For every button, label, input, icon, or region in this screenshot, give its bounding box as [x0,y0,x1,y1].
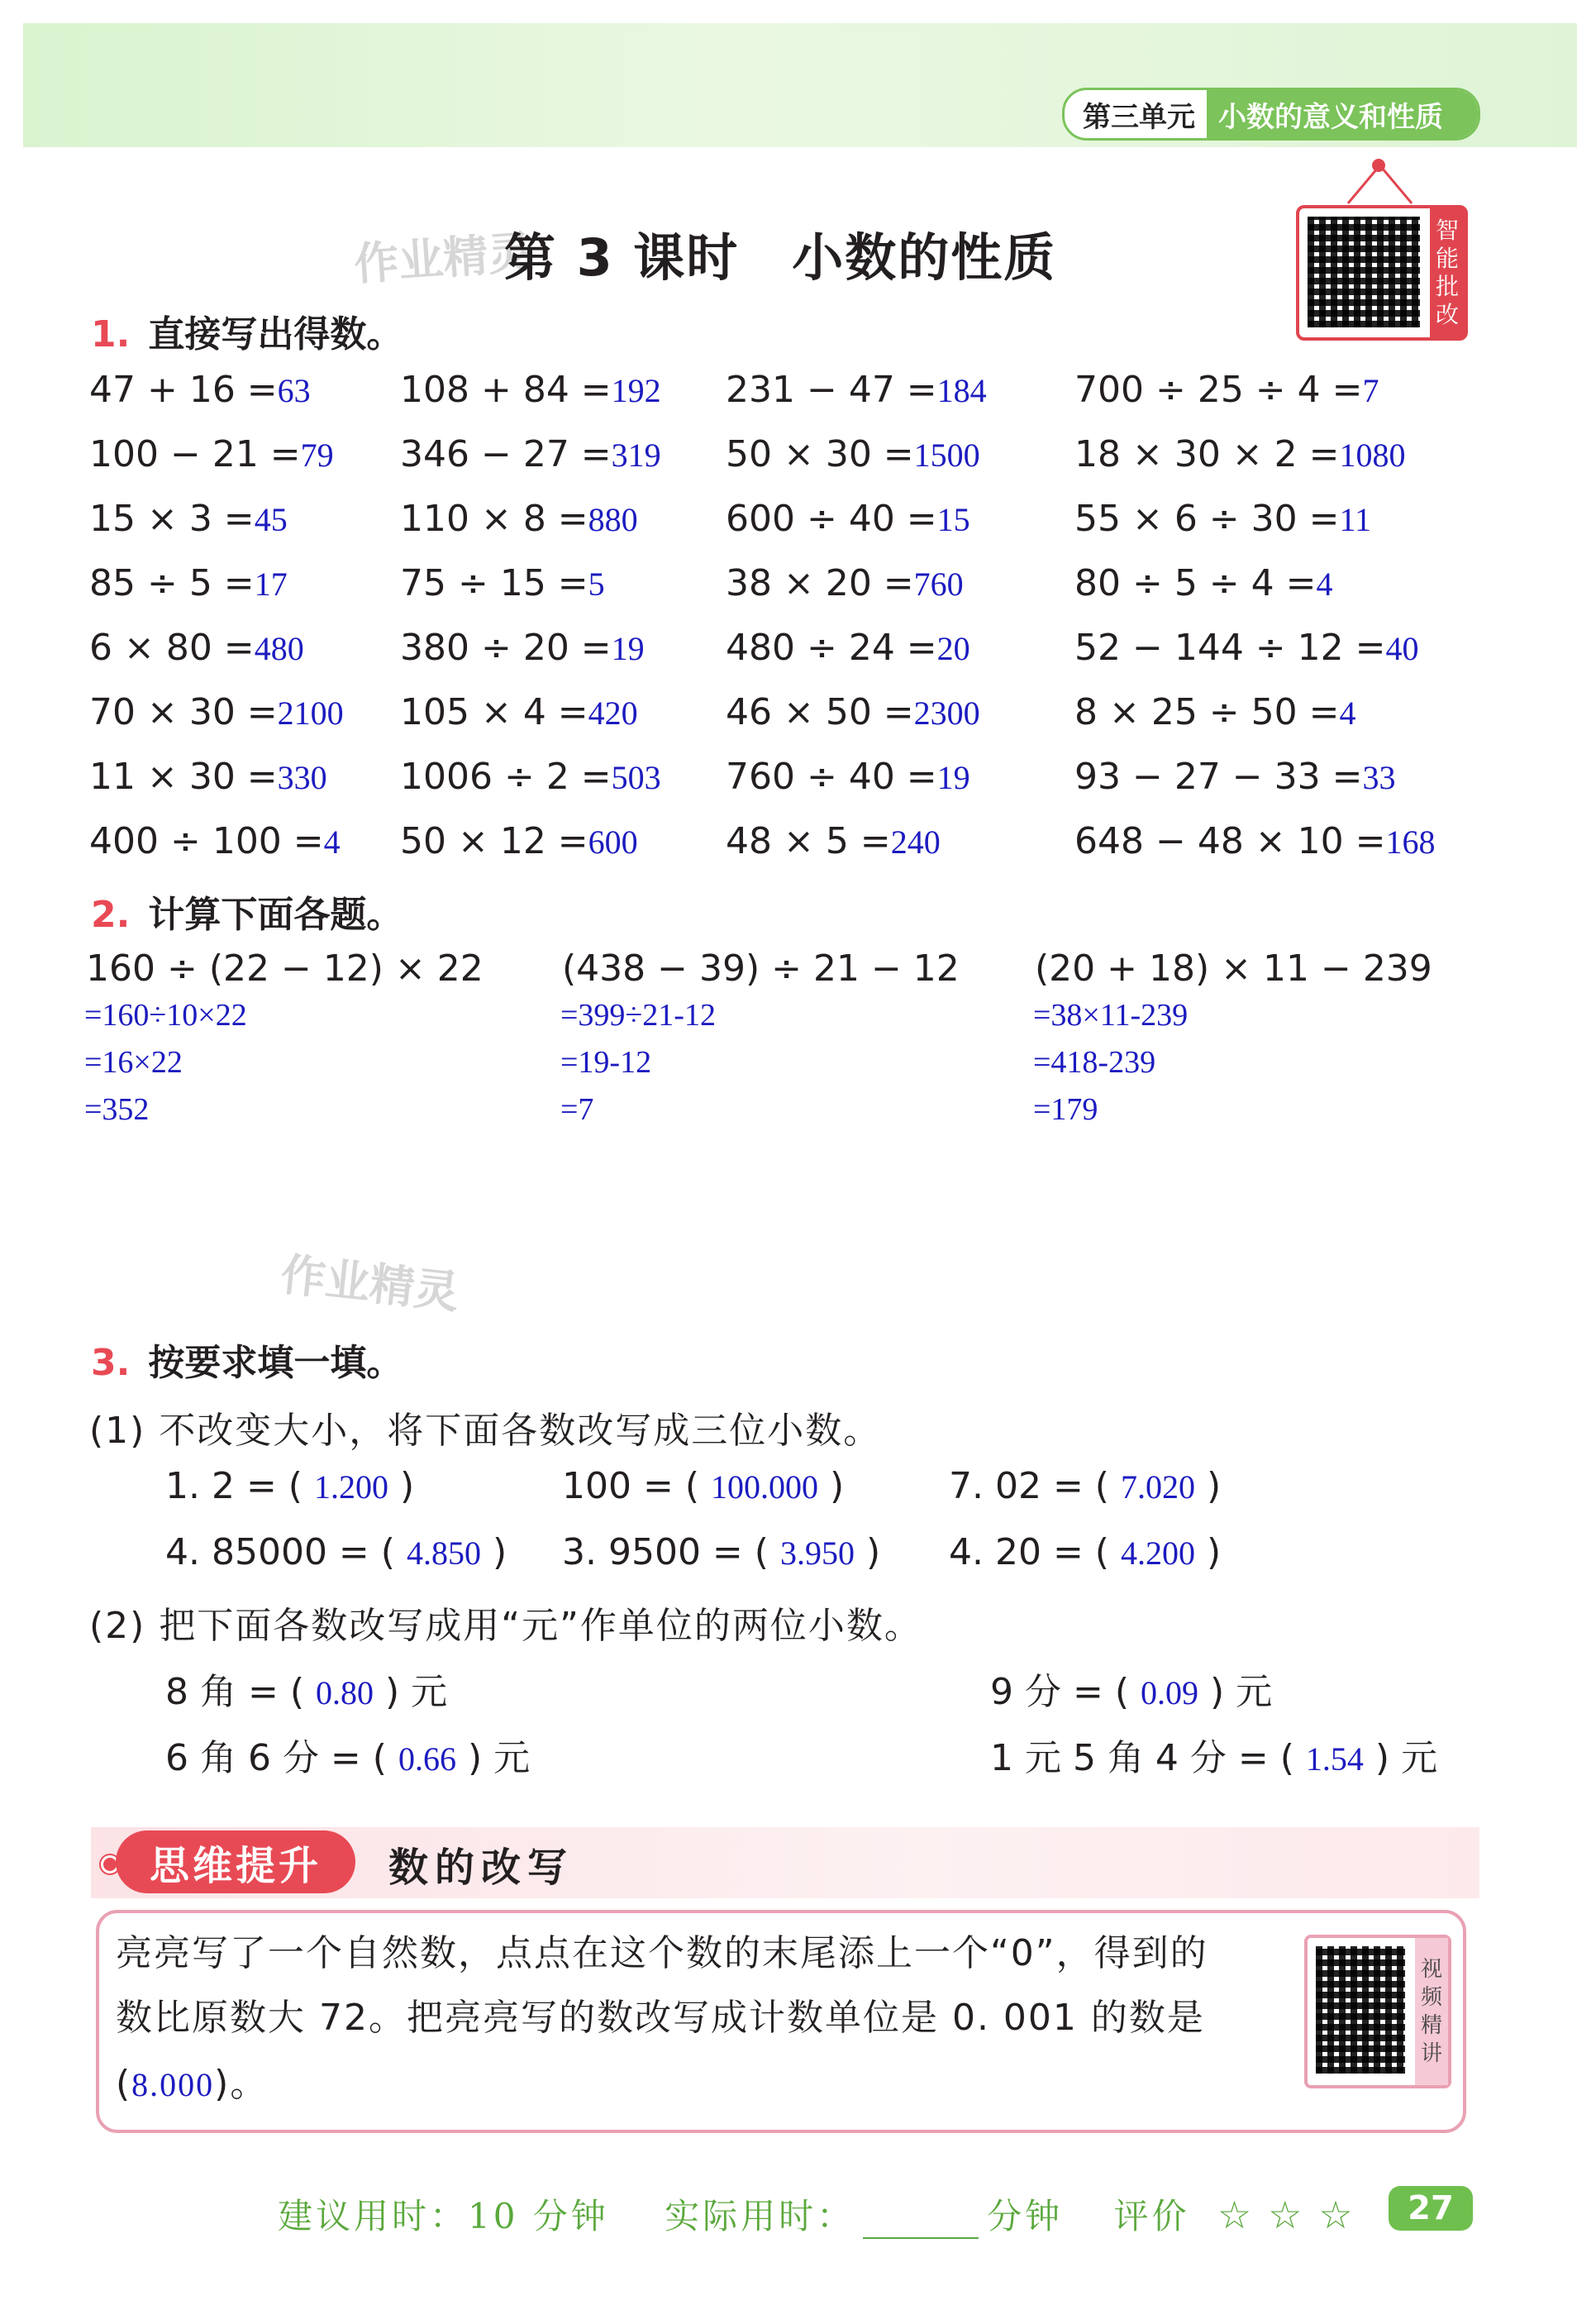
fill-answer: 4.850 [406,1534,481,1572]
math-item [1074,627,1419,669]
section2-heading [91,885,403,938]
qr-hanger-string [1379,165,1413,204]
math-answer: 79 [300,437,334,474]
fill-close: ) [1206,1531,1222,1573]
math-question: 75 ÷ 15 = [400,562,588,604]
math-item [89,691,344,733]
qr-code-icon [1308,217,1420,327]
math-answer: 503 [611,759,661,796]
math-answer: 184 [936,372,987,409]
fill-item [165,1465,414,1507]
fill-close: ) [492,1531,507,1573]
math-item [1074,820,1436,862]
qr-side-label [1430,208,1465,337]
math-question: 346 − 27 = [400,433,612,475]
paren-open: ( [116,2063,132,2105]
section-title: 按要求填一填。 [148,1342,403,1384]
qr-label-char: 能 [1435,245,1459,272]
math-answer: 17 [254,566,288,603]
math-answer: 4 [1339,694,1356,732]
suggested-time: 建议用时：10 分钟 [278,2196,609,2236]
problem-expression: 160 ÷ (22 − 12) × 22 [86,947,484,990]
section-number: 1. [91,313,131,356]
fill-item [165,1531,507,1573]
fill-question: 100 = ( [562,1465,699,1507]
math-question: 480 ÷ 24 = [726,627,937,669]
section1-heading [91,304,403,357]
section-title: 计算下面各题。 [148,894,403,936]
math-item [89,369,311,411]
math-item [726,433,980,475]
math-item [89,562,288,604]
math-question: 18 × 30 × 2 = [1074,433,1340,475]
section-number: 2. [91,894,131,936]
section3-heading [91,1333,403,1386]
math-answer: 5 [588,566,605,603]
math-item [400,691,638,733]
math-question: 110 × 8 = [400,498,588,540]
unit-number: 第三单元 [1083,101,1195,133]
math-answer: 480 [254,630,304,667]
watermark: 作业精灵 [352,226,535,291]
qr-label-char: 批 [1435,273,1459,300]
fill-item [165,1662,447,1715]
math-question: 108 + 84 = [400,369,612,411]
math-answer: 19 [611,630,645,667]
page-number: 27 [1389,2186,1473,2231]
section-title: 直接写出得数。 [148,313,403,356]
math-question: 600 ÷ 40 = [726,498,937,540]
fill-question: 1. 2 = ( [165,1465,303,1507]
math-question: 380 ÷ 20 = [400,627,612,669]
fill-question: 8 角 = ( [165,1671,304,1713]
fill-answer: 7.020 [1120,1468,1195,1506]
fill-close: ) 元 [1210,1671,1273,1713]
math-answer: 33 [1362,759,1396,796]
math-item [89,820,341,862]
math-answer: 760 [913,566,964,603]
math-answer: 11 [1339,501,1372,538]
fill-close: ) 元 [385,1671,448,1713]
unit-title: 小数的意义和性质 [1207,90,1478,138]
thinking-answer-line [116,2054,268,2107]
qr-label-char: 智 [1435,217,1459,244]
math-answer: 19 [936,759,970,796]
math-question: 8 × 25 ÷ 50 = [1074,691,1340,733]
math-question: 760 ÷ 40 = [726,756,937,798]
math-question: 55 × 6 ÷ 30 = [1074,498,1340,540]
math-answer: 15 [936,501,970,538]
thinking-line1: 亮亮写了一个自然数，点点在这个数的末尾添上一个“0”，得到的 [116,1932,1208,1974]
thinking-label: 思维提升 [116,1830,355,1893]
problem-expression: (438 − 39) ÷ 21 − 12 [562,947,960,990]
qr-hanger-string [1347,165,1381,204]
math-question: 648 − 48 × 10 = [1074,820,1386,862]
math-item [726,756,970,798]
math-question: 70 × 30 = [89,691,278,733]
solution-step: =399÷21-12 [560,998,716,1033]
fill-item [990,1662,1272,1715]
solution-step: =7 [560,1092,594,1127]
math-item [400,756,661,798]
math-question: 50 × 30 = [726,433,914,475]
solution-step: =418-239 [1033,1045,1156,1080]
lesson-title: 第 3 课时 小数的性质 [504,227,1057,288]
math-answer: 192 [611,372,661,409]
math-item [400,820,638,862]
math-answer: 1500 [913,437,980,474]
math-answer: 20 [936,630,970,667]
section-number: 3. [91,1342,131,1384]
math-item [726,820,941,862]
math-item [1074,691,1356,733]
math-item [400,627,645,669]
math-item [1074,498,1371,540]
math-answer: 2100 [277,694,344,732]
fill-item [562,1465,844,1507]
fill-close: ) [830,1465,845,1507]
math-question: 47 + 16 = [89,369,278,411]
math-answer: 4 [1316,566,1333,603]
math-answer: 420 [588,694,638,732]
fill-question: 7. 02 = ( [949,1465,1109,1507]
math-item [89,627,304,669]
solution-step: =16×22 [84,1045,183,1080]
math-answer: 63 [277,372,311,409]
qr-label-char: 频 [1420,1985,1442,2010]
math-answer: 240 [890,823,941,861]
solution-step: =179 [1033,1092,1098,1127]
fill-item [165,1728,530,1781]
math-answer: 600 [588,823,638,861]
fill-answer: 4.200 [1120,1534,1195,1572]
fill-item [949,1531,1221,1573]
math-answer: 168 [1385,823,1436,861]
math-item [1074,369,1379,411]
math-answer: 40 [1385,630,1419,667]
math-item [89,756,327,798]
rating-label: 评价 [1113,2196,1190,2236]
math-item [89,498,288,540]
math-item [89,433,334,475]
fill-item [949,1465,1221,1507]
fill-answer: 0.80 [316,1674,374,1711]
qr-label-char: 视 [1420,1957,1442,1982]
math-question: 48 × 5 = [726,820,891,862]
qr-side-label [1415,1938,1448,2085]
fill-close: ) 元 [1374,1737,1438,1779]
math-answer: 45 [254,501,288,538]
math-question: 400 ÷ 100 = [89,820,324,862]
watermark: 作业精灵 [278,1248,462,1320]
math-answer: 7 [1362,372,1379,409]
fill-close: ) [1206,1465,1222,1507]
math-question: 80 ÷ 5 ÷ 4 = [1074,562,1317,604]
math-item [400,369,661,411]
qr-code-grading[interactable] [1296,205,1468,341]
fill-answer: 0.66 [398,1740,456,1778]
qr-code-video[interactable] [1304,1935,1451,2088]
star-icon[interactable]: ☆ [1217,2193,1255,2237]
math-question: 52 − 144 ÷ 12 = [1074,627,1386,669]
math-item [1074,433,1406,475]
math-item [400,433,661,475]
math-question: 231 − 47 = [726,369,937,411]
star-icon[interactable]: ☆ [1268,2193,1306,2237]
math-question: 6 × 80 = [89,627,255,669]
fill-answer: 100.000 [711,1468,818,1506]
fill-answer: 0.09 [1141,1674,1198,1711]
math-question: 85 ÷ 5 = [89,562,255,604]
math-question: 50 × 12 = [400,820,588,862]
fill-question: 9 分 = ( [990,1671,1129,1713]
thinking-line2: 数比原数大 72。把亮亮写的数改写成计数单位是 0. 001 的数是 [116,1997,1205,2039]
solution-step: =38×11-239 [1033,998,1189,1033]
math-question: 700 ÷ 25 ÷ 4 = [1074,369,1363,411]
math-answer: 4 [323,823,341,861]
footer-timing [278,2189,1356,2239]
solution-step: =352 [84,1092,150,1127]
fill-close: ) [865,1531,881,1573]
unit-tag [1062,88,1480,141]
part1-instruction: (1) 不改变大小，将下面各数改写成三位小数。 [89,1410,882,1452]
fill-question: 6 角 6 分 = ( [165,1737,387,1779]
math-question: 105 × 4 = [400,691,588,733]
qr-code-icon [1316,1946,1405,2074]
star-icon[interactable]: ☆ [1318,2193,1356,2237]
math-question: 15 × 3 = [89,498,255,540]
fill-answer: 1.54 [1305,1740,1364,1778]
fill-question: 4. 85000 = ( [165,1531,395,1573]
math-item [726,627,970,669]
thinking-answer: 8.000 [131,2066,215,2103]
qr-label-char: 改 [1435,301,1459,328]
math-question: 1006 ÷ 2 = [400,756,612,798]
solution-step: =160÷10×22 [84,998,247,1033]
fill-answer: 3.950 [779,1534,855,1572]
math-question: 11 × 30 = [89,756,278,798]
qr-label-char: 讲 [1420,2041,1442,2066]
math-item [400,562,605,604]
math-answer: 880 [588,501,638,538]
fill-answer: 1.200 [313,1468,388,1506]
fill-question: 4. 20 = ( [949,1531,1109,1573]
fill-item [562,1531,880,1573]
math-item [726,498,970,540]
part2-instruction: (2) 把下面各数改写成用“元”作单位的两位小数。 [89,1605,922,1647]
actual-time-label: 实际用时： [665,2196,855,2236]
math-item [1074,756,1396,798]
actual-time-blank[interactable] [863,2207,979,2239]
math-answer: 319 [611,437,661,474]
math-item [726,562,964,604]
math-question: 46 × 50 = [726,691,914,733]
math-question: 100 − 21 = [89,433,301,475]
thinking-topic: 数的改写 [388,1845,574,1891]
fill-question: 1 元 5 角 4 分 = ( [990,1737,1294,1779]
qr-label-char: 精 [1420,2013,1442,2038]
math-answer: 330 [277,759,327,796]
solution-step: =19-12 [560,1045,652,1080]
paren-close: )。 [214,2063,269,2105]
math-item [1074,562,1333,604]
fill-question: 3. 9500 = ( [562,1531,769,1573]
fill-item [990,1728,1437,1781]
math-answer: 2300 [913,694,980,732]
math-item [726,691,980,733]
math-item [400,498,638,540]
fill-close: ) [399,1465,415,1507]
math-answer: 1080 [1339,437,1406,474]
minutes-unit: 分钟 [987,2196,1064,2236]
problem-expression: (20 + 18) × 11 − 239 [1035,947,1432,990]
math-item [726,369,987,411]
math-question: 38 × 20 = [726,562,914,604]
math-question: 93 − 27 − 33 = [1074,756,1363,798]
fill-close: ) 元 [467,1737,531,1779]
